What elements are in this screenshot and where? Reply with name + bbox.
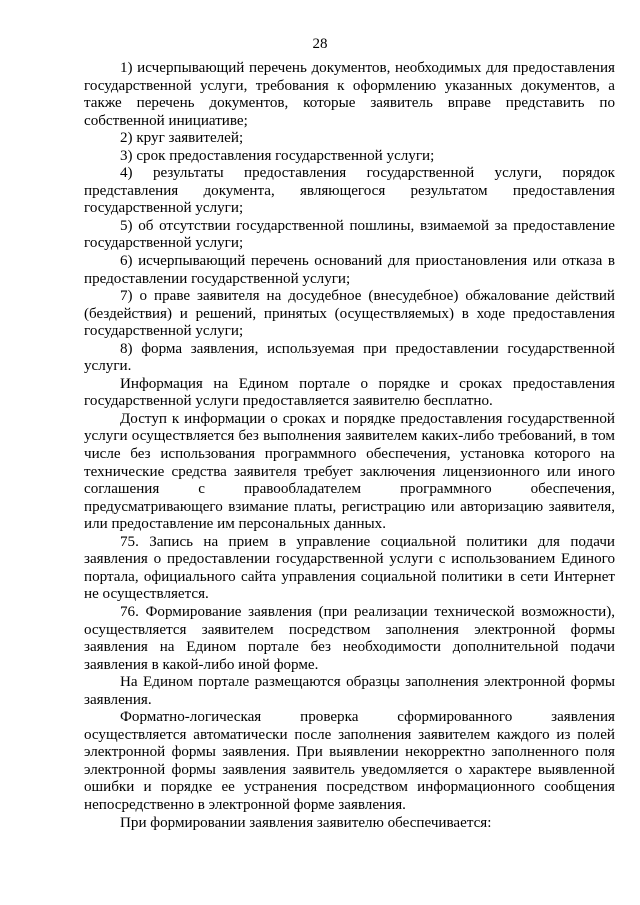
paragraph-portal-info: Информация на Едином портале о порядке и сроках предоставления государственной услуги предоставляется заявителю бесплатно.	[84, 375, 615, 410]
paragraph-form-provision: При формировании заявления заявителю обеспечивается:	[120, 814, 492, 831]
paragraph-item-7: 7) о праве заявителя на досудебное (внесудебное) обжалование действий (бездействия) и решений, принятых (осуществляемых) в ходе предоставления государственной услуги;	[84, 288, 615, 340]
paragraph-access-info: Доступ к информации о сроках и порядке предоставления государственной услуги осуществляется без выполнения заявителем каких-либо требований, в том числе без использования программного обеспечения, установка которого на технические средства заявителя требует заключения лицензионного или иного соглашения с правообладателем программного обеспечения, предусматривающего взимание платы, регистрацию или авторизацию заявителя, или предоставление им персональных данных.	[84, 410, 615, 533]
paragraph-form-samples: На Едином портале размещаются образцы заполнения электронной формы заявления.	[84, 674, 615, 708]
paragraph-item-5: 5) об отсутствии государственной пошлины, взимаемой за предоставление государственной услуги;	[84, 217, 615, 252]
paragraph-item-1: 1) исчерпывающий перечень документов, необходимых для предоставления государственной услуги, требования к оформлению указанных документов, а также перечень документов, которые заявитель вправе представить по собственной инициативе;	[84, 60, 615, 129]
page-number: 28	[312, 36, 328, 52]
paragraph-item-2: 2) круг заявителей;	[120, 130, 244, 147]
paragraph-clause-75: 75. Запись на прием в управление социальной политики для подачи заявления о предоставлении государственной услуги с использованием Единого портала, официального сайта управления социальной политики в сети Интернет не осуществляется.	[84, 533, 615, 603]
paragraph-item-8: 8) форма заявления, используемая при предоставлении государственной услуги.	[84, 340, 615, 375]
paragraph-item-6: 6) исчерпывающий перечень оснований для приостановления или отказа в предоставлении государственной услуги;	[84, 253, 615, 287]
paragraph-item-4: 4) результаты предоставления государственной услуги, порядок представления документа, являющегося результатом предоставления государственной услуги;	[84, 165, 615, 217]
paragraph-item-3: 3) срок предоставления государственной услуги;	[120, 147, 435, 164]
document-body	[84, 60, 615, 832]
paragraph-clause-76: 76. Формирование заявления (при реализации технической возможности), осуществляется заявителем посредством заполнения электронной формы заявления на Едином портале без необходимости дополнительной подачи заявления в какой-либо иной форме.	[84, 603, 615, 673]
paragraph-format-check: Форматно-логическая проверка сформированного заявления осуществляется автоматически после заполнения заявителем каждого из полей электронной формы заявления. При выявлении некорректно заполненного поля электронной формы заявления заявитель уведомляется о характере выявленной ошибки и порядке ее устранения посредством информационного сообщения непосредственно в электронной форме заявления.	[84, 709, 615, 813]
